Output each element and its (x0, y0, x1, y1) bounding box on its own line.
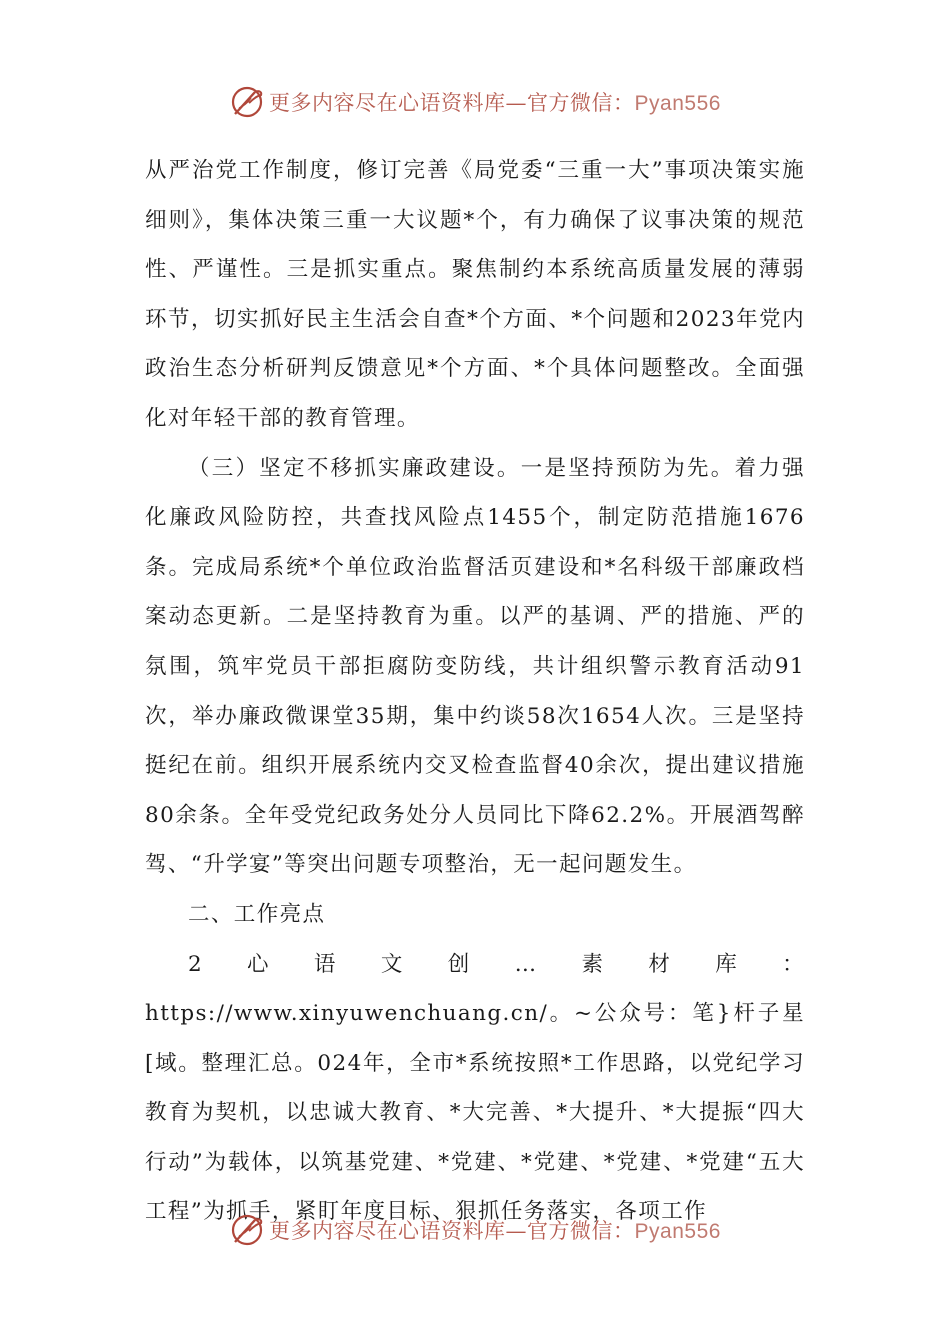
banner-dash: — (505, 91, 528, 115)
banner-slogan: 更多内容尽在心语资料库 (269, 91, 506, 115)
banner-wechat-id: Pyan556 (634, 1220, 721, 1243)
footer-banner-text (269, 1215, 721, 1245)
banner-label: 官方微信： (527, 1219, 635, 1243)
footer-banner (0, 1210, 950, 1250)
quill-logo-icon (229, 84, 265, 120)
header-banner-text (269, 87, 721, 117)
paragraph-highlights: 2心语文创…素材库：https://www.xinyuwenchuang.cn/。~公众号：笔}杆子星[域。整理汇总。024年，全市*系统按照*工作思路，以党纪学习教育为契机，以忠诚大教育、*大完善、*大提升、*大提振“四大行动”为载体，以筑基党建、*党建、*党建、*党建、*党建“五大工程”为抓手，紧盯年度目标、狠抓任务落实，各项工作 (145, 951, 805, 1225)
banner-label: 官方微信： (527, 91, 635, 115)
paragraph-continuation: 从严治党工作制度，修订完善《局党委“三重一大”事项决策实施细则》，集体决策三重一大议题*个，有力确保了议事决策的规范性、严谨性。三是抓实重点。聚焦制约本系统高质量发展的薄弱环节，切实抓好民主生活会自查*个方面、*个问题和2023年党内政治生态分析研判反馈意见*个方面、*个具体问题整改。全面强化对年轻干部的教育管理。 (145, 158, 805, 431)
banner-slogan: 更多内容尽在心语资料库 (269, 1219, 506, 1243)
banner-wechat-id: Pyan556 (634, 92, 721, 115)
banner-dash: — (505, 1219, 528, 1243)
header-banner (0, 82, 950, 122)
document-body (145, 146, 805, 1237)
section-heading-highlights: 二、工作亮点 (188, 901, 326, 927)
paragraph-integrity-building: （三）坚定不移抓实廉政建设。一是坚持预防为先。着力强化廉政风险防控，共查找风险点1455个，制定防范措施1676条。完成局系统*个单位政治监督活页建设和*名科级干部廉政档案动态更新。二是坚持教育为重。以严的基调、严的措施、严的氛围，筑牢党员干部拒腐防变防线，共计组织警示教育活动91次，举办廉政微课堂35期，集中约谈58次1654人次。三是坚持挺纪在前。组织开展系统内交叉检查监督40余次，提出建议措施80余条。全年受党纪政务处分人员同比下降62.2%。开展酒驾醉驾、“升学宴”等突出问题专项整治，无一起问题发生。 (145, 455, 805, 878)
quill-logo-icon (229, 1212, 265, 1248)
